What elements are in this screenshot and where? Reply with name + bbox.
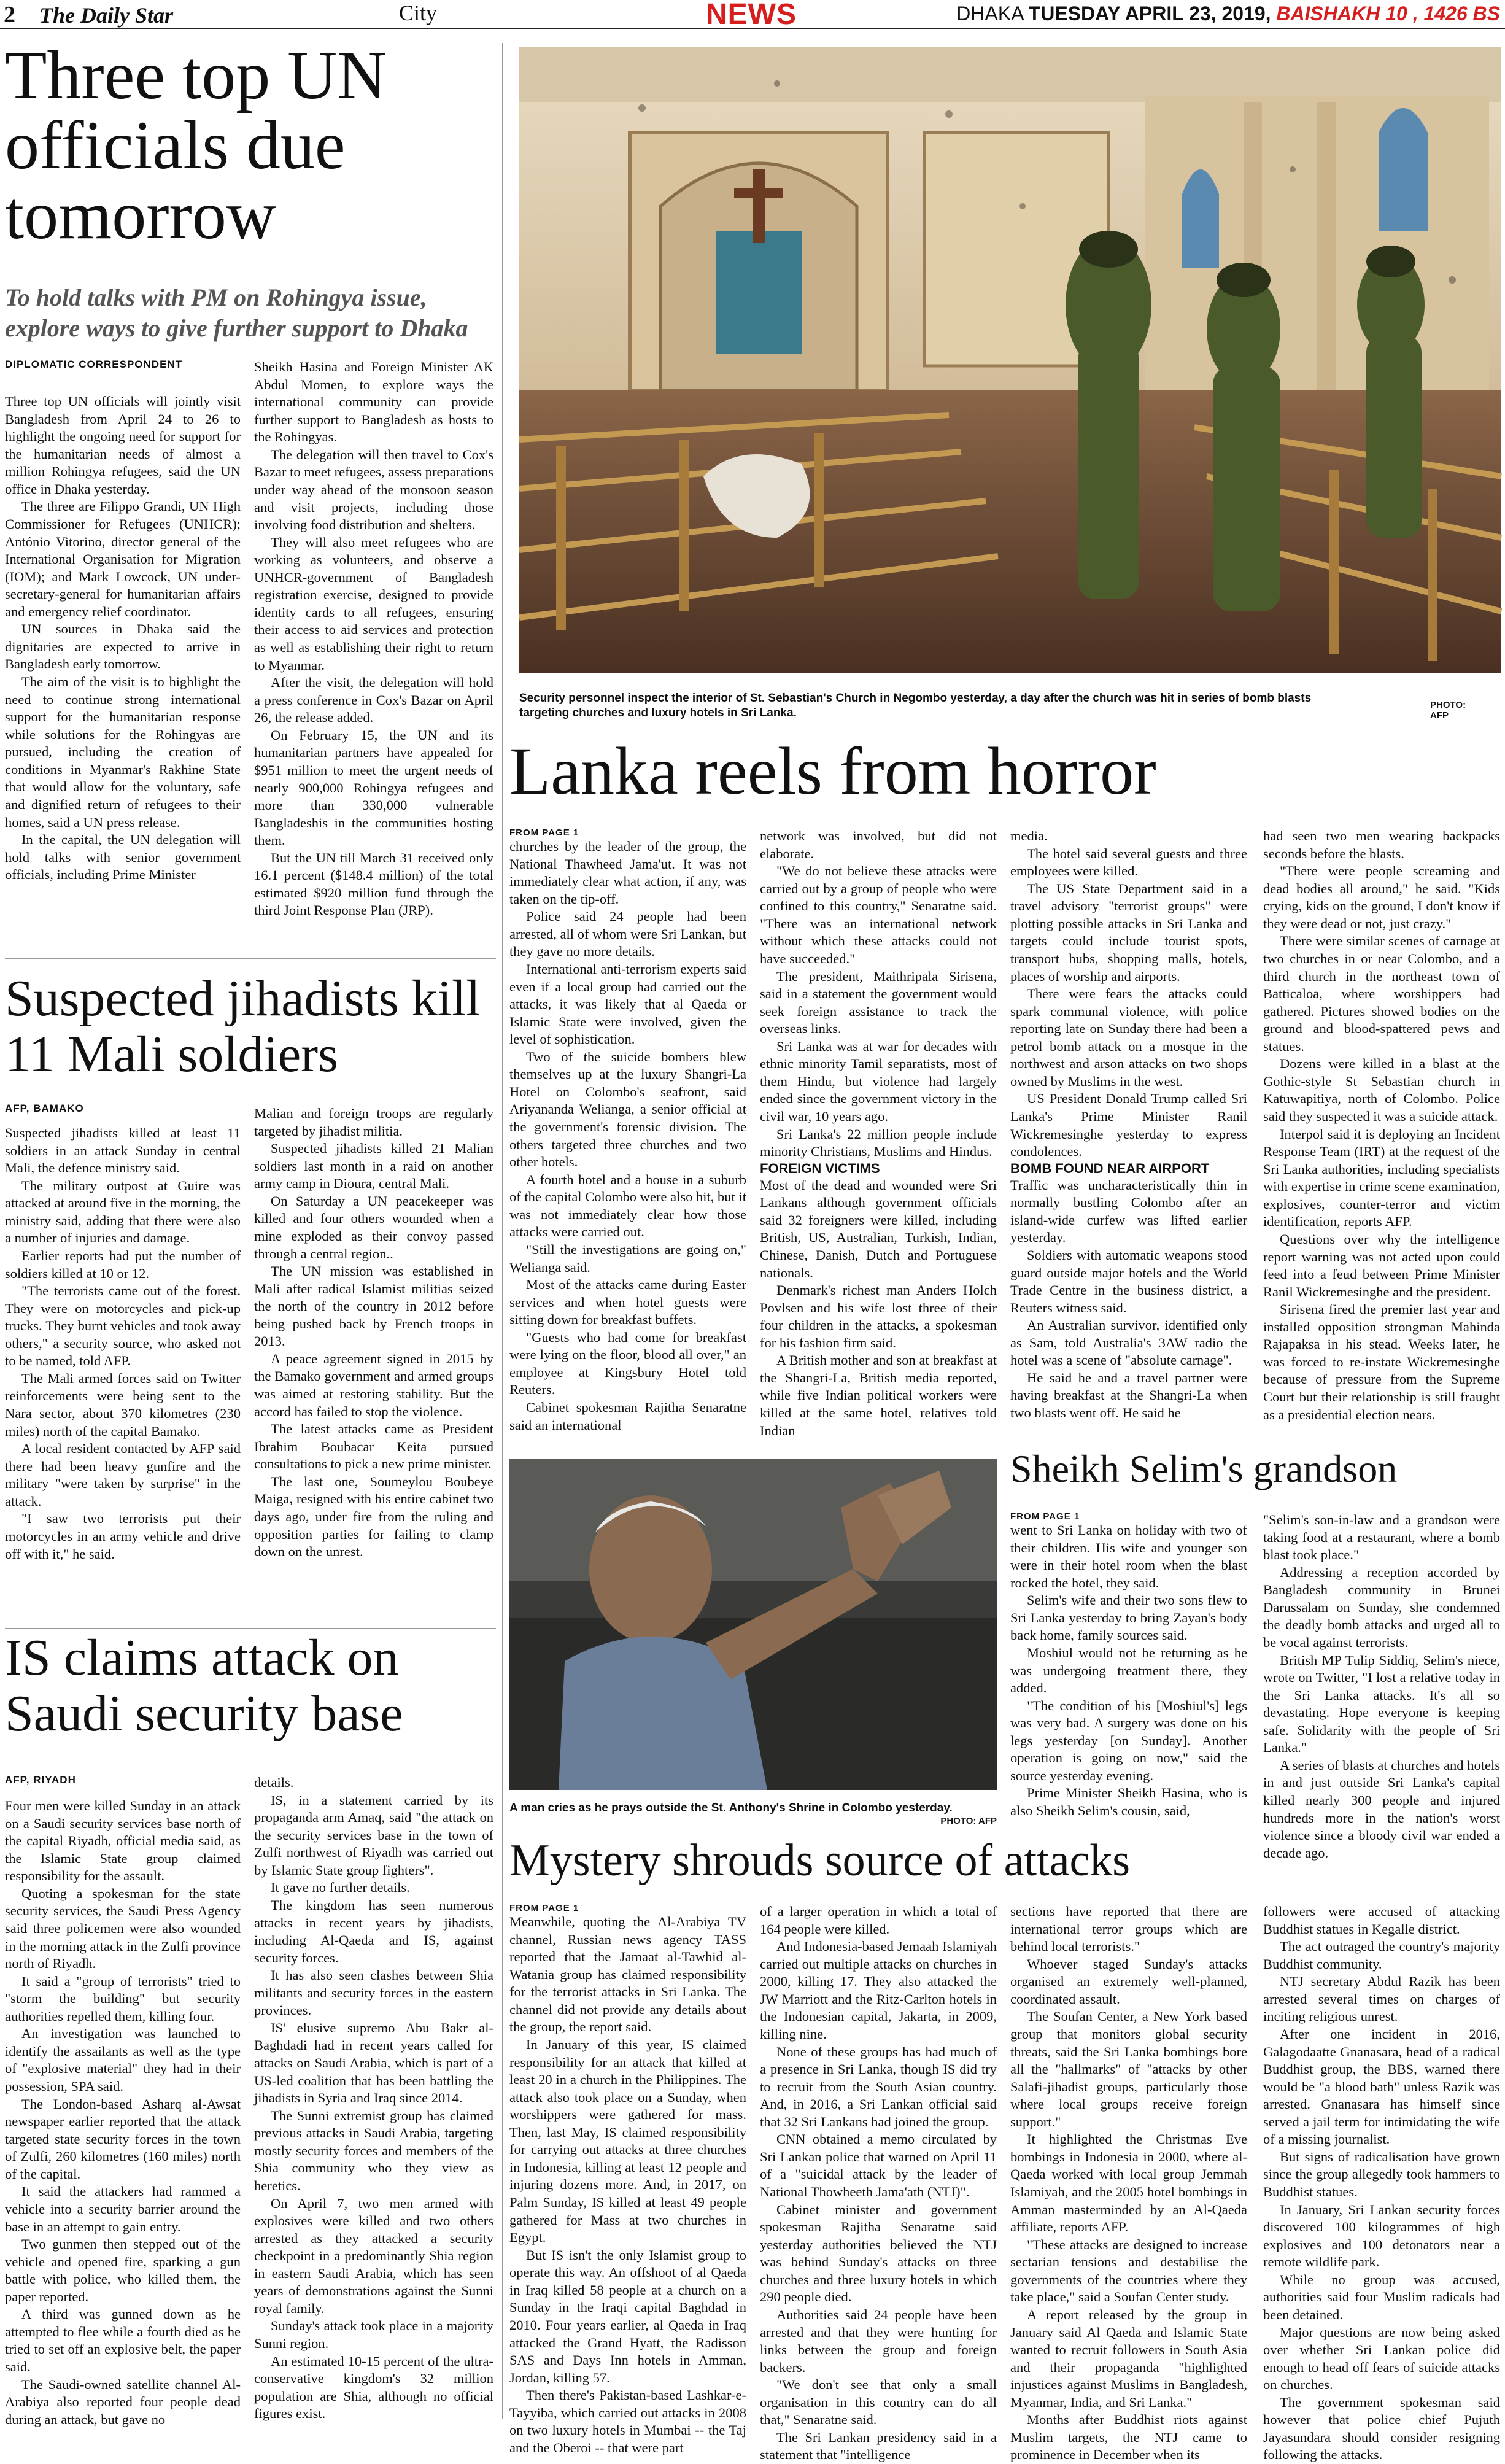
un-headline: Three top UN officials due tomorrow bbox=[5, 37, 387, 254]
selim-from-page: FROM PAGE 1 bbox=[1010, 1511, 1080, 1522]
paragraph: The Soufan Center, a New York based group that monitors global security threats, said the Sri Lanka bombings bore all the "hallmarks" of "attacks by other Salafi-jihadist groups, particularly those where local groups receive foreign support." bbox=[1010, 2009, 1247, 2129]
paragraph: IS' elusive supremo Abu Bakr al-Baghdadi had in recent years called for attacks on Saudi Arabia, which is part of a US-led coalition that has been battling the jihadists in Syria and Iraq since 2014. bbox=[254, 2020, 493, 2106]
un-byline: DIPLOMATIC CORRESPONDENT bbox=[5, 358, 183, 370]
paragraph: They will also meet refugees who are working as volunteers, and observe a UNHCR-government of Bangladesh registration exercise, designed to provide identity cards to all refugees, ensuring their access to aid services and protection as well as establishing their right to return to Myanmar. bbox=[254, 534, 493, 673]
paragraph: A third was gunned down as he attempted to flee while a fourth died as he tried to set off an explosive belt, the paper said. bbox=[5, 2306, 241, 2374]
paragraph: The three are Filippo Grandi, UN High Commissioner for Refugees (UNHCR); António Vitorino, director general of the International Organisation for Migration (IOM); and Mark Lowcock, UN under-secretary-general for humanitarian affairs and emergency relief coordinator. bbox=[5, 498, 241, 619]
paragraph: Questions over why the intelligence report warning was not acted upon could feed into a feud between Prime Minister Ranil Wickremesinghe and the president. bbox=[1263, 1231, 1500, 1300]
paragraph: The kingdom has seen numerous attacks in recent years by jihadists, including Al-Qaeda and IS, against security forces. bbox=[254, 1897, 493, 1966]
paragraph: Sri Lanka's 22 million people include minority Christians, Muslims and Hindus. bbox=[760, 1126, 997, 1160]
paragraph: Authorities said 24 people have been arrested and that they were hunting for links between the group and foreign backers. bbox=[760, 2306, 997, 2375]
lanka-from-page: FROM PAGE 1 bbox=[509, 827, 579, 838]
paragraph: The Sunni extremist group has claimed previous attacks in Saudi Arabia, targeting mostly security forces and members of the Shia community who they view as heretics. bbox=[254, 2107, 493, 2193]
lanka-column-2 bbox=[760, 827, 997, 1441]
un-column-2 bbox=[254, 358, 493, 948]
paragraph: The Saudi-owned satellite channel Al-Arabiya also reported four people dead during an attack, but gave no bbox=[5, 2376, 241, 2427]
paragraph: A peace agreement signed in 2015 by the Bamako government and armed groups was aimed at restoring stability. But the accord has failed to stop the violence. bbox=[254, 1350, 493, 1419]
mali-column-2 bbox=[254, 1105, 493, 1621]
paragraph: While no group was accused, authorities said four Muslim radicals had been detained. bbox=[1263, 2271, 1500, 2322]
paragraph: followers were accused of attacking Buddhist statues in Kegalle district. bbox=[1263, 1904, 1500, 1937]
paragraph: UN sources in Dhaka said the dignitaries are expected to arrive in Bangladesh early tomorrow. bbox=[5, 621, 241, 672]
paragraph: It said the attackers had rammed a vehicle into a security barrier around the base in an attempt to gain entry. bbox=[5, 2183, 241, 2234]
paragraph: On February 15, the UN and its humanitarian partners have appealed for $951 million to meet the urgent needs of nearly 900,000 Rohingya refugees and more than 330,000 vulnerable Bangladeshis in the communities hosting them. bbox=[254, 727, 493, 848]
paragraph: A series of blasts at churches and hotels in and just outside Sri Lanka's capital killed nearly 300 people and injured hundreds more in the nation's worst violence since a bloody civil war ended a decade ago. bbox=[1263, 1757, 1500, 1861]
paragraph: In January of this year, IS claimed responsibility for an attack that killed at least 20 in a church in the Philippines. The attack also took place on a Sunday, when worshippers were gathered for mass. Then, last May, IS claimed responsibility for carrying out attacks at three churches in Indonesia, killing at least 12 people and injuring dozens more. And, in 2017, on Palm Sunday, IS killed at least 49 people gathered for Mass at two churches in Egypt. bbox=[509, 2036, 746, 2245]
paragraph: details. bbox=[254, 1775, 294, 1790]
mali-byline: AFP, BAMAKO bbox=[5, 1102, 84, 1114]
paragraph: On Saturday a UN peacekeeper was killed and four others wounded when a mine exploded as their convoy passed through a central region.. bbox=[254, 1193, 493, 1261]
paragraph: Interpol said it is deploying an Incident Response Team (IRT) at the request of the Sri Lanka authorities, including specialists with expertise in crime scene examination, explosives, counter-terror and victim identification, reports AFP. bbox=[1263, 1126, 1500, 1230]
paragraph: Three top UN officials will jointly visit Bangladesh from April 24 to 26 to highlight the ongoing need for support for the humanitarian needs of almost a million Rohingya refugees, said the UN office in Dhaka yesterday. bbox=[5, 393, 241, 497]
paragraph: There were fears the attacks could spark communal violence, with police reporting late on Sunday there had been a petrol bomb attack on a mosque in the northwest and arson attacks on two shops owned by Muslims in the west. bbox=[1010, 986, 1247, 1089]
mystery-column-3 bbox=[1010, 1903, 1247, 2463]
paragraph: "I saw two terrorists put their motorcycles in an army vehicle and drive off with it," he said. bbox=[5, 1511, 241, 1562]
paragraph: Sheikh Hasina and Foreign Minister AK Abdul Momen, to explore ways the international community can provide further support to Bangladesh as hosts to the Rohingyas. bbox=[254, 359, 493, 445]
paragraph: The UN mission was established in Mali after radical Islamist militias seized the north of the country in 2012 before being pushed back by French troops in 2013. bbox=[254, 1263, 493, 1349]
lanka-col1-text bbox=[509, 838, 746, 1434]
mystery-from-page: FROM PAGE 1 bbox=[509, 1903, 579, 1913]
dateline-date: TUESDAY APRIL 23, 2019, bbox=[1028, 2, 1271, 25]
paragraph: It gave no further details. bbox=[271, 1880, 410, 1896]
paragraph: Four men were killed Sunday in an attack on a Saudi security services base north of the capital Riyadh, official media said, as the Islamic State group claimed responsibility for the assault. bbox=[5, 1798, 241, 1884]
selim-headline: Sheikh Selim's grandson bbox=[1010, 1447, 1398, 1490]
paragraph: A report released by the group in January said Al Qaeda and Islamic State wanted to recruit followers in South Asia and their propaganda "highlighted injustices against Muslims in Bangladesh, Myanmar, India, and Sri Lanka." bbox=[1010, 2306, 1247, 2410]
paragraph: Denmark's richest man Anders Holch Povlsen and his wife lost three of their four children in the attacks, a spokesman for his fashion firm said. bbox=[760, 1282, 997, 1350]
paragraph: Then there's Pakistan-based Lashkar-e-Tayyiba, which carried out attacks in 2008 on two luxury hotels in Mumbai -- the Taj and the Oberoi -- that were part bbox=[509, 2387, 746, 2455]
paragraph: Moshiul would not be returning as he was undergoing treatment there, they added. bbox=[1010, 1645, 1247, 1696]
saudi-column-1 bbox=[5, 1797, 241, 2427]
paragraph: None of these groups has had much of a presence in Sri Lanka, though IS did try to recruit from the South Asian country. And, in 2016, a Sri Lankan official said that 32 Sri Lankans had joined the group. bbox=[760, 2044, 997, 2129]
photo2-credit-name: AFP bbox=[978, 1816, 997, 1826]
paragraph: The hotel said several guests and three employees were killed. bbox=[1010, 845, 1247, 879]
paragraph: The Sri Lankan presidency said in a statement that "intelligence bbox=[760, 2429, 997, 2463]
photo1-credit bbox=[1430, 700, 1498, 721]
paragraph: Earlier reports had put the number of soldiers killed at 10 or 12. bbox=[5, 1247, 241, 1281]
paragraph: NTJ secretary Abdul Razik has been arrested several times on charges of inciting religious unrest. bbox=[1263, 1974, 1500, 2024]
photo2-caption: A man cries as he prays outside the St. Anthony's Shrine in Colombo yesterday. bbox=[509, 1802, 953, 1815]
paragraph: IS, in a statement carried by its propaganda arm Amaq, said "the attack on the security services base in the town of Zulfi northwest of Riyadh was carried out by Islamic State group fighters". bbox=[254, 1792, 493, 1878]
lanka-col3b-text bbox=[1010, 1177, 1247, 1422]
mali-column-1 bbox=[5, 1125, 241, 1622]
paragraph: A local resident contacted by AFP said there had been heavy gunfire and the military "were taken by surprise" in the attack. bbox=[5, 1441, 241, 1509]
divider bbox=[5, 958, 496, 959]
paragraph: International anti-terrorism experts said even if a local group had carried out the attacks, it was likely that al Qaeda or Islamic State were involved, given the level of sophistication. bbox=[509, 961, 746, 1047]
mystery-column-1 bbox=[509, 1903, 746, 2455]
mali-headline: Suspected jihadists kill 11 Mali soldiers bbox=[5, 970, 481, 1083]
paragraph: In the capital, the UN delegation will hold talks with senior government officials, including Prime Minister bbox=[5, 832, 241, 883]
paragraph: "There were people screaming and dead bodies all around," he said. "Kids crying, kids on the ground, I don't know if they were dead or not, just crazy." bbox=[1263, 863, 1500, 931]
paragraph: of a larger operation in which a total of 164 people were killed. bbox=[760, 1904, 997, 1937]
paragraph: The military outpost at Guire was attacked at around five in the morning, the ministry said, adding that there were also a number of injuries and damage. bbox=[5, 1177, 241, 1246]
paragraph: Meanwhile, quoting the Al-Arabiya TV channel, Russian news agency TASS reported that the Jamaat al-Tawhid al-Watania group has claimed responsibility for the terrorist attacks in Sri Lanka. The channel did not provide any details about the group, the report said. bbox=[509, 1914, 746, 2035]
paragraph: Whoever staged Sunday's attacks organised an extremely well-planned, coordinated assault. bbox=[1010, 1956, 1247, 2007]
lanka-subhead-foreign-victims: FOREIGN VICTIMS bbox=[760, 1160, 880, 1176]
paragraph: "The condition of his [Moshiul's] legs was very bad. A surgery was done on his legs yesterday [on Sunday]. Another operation is going on now," said the source yesterday evening. bbox=[1010, 1697, 1247, 1783]
paragraph: churches by the leader of the group, the National Thawheed Jama'ut. It was not immediately clear what action, if any, was taken on the tip-off. bbox=[509, 839, 746, 907]
paragraph: Major questions are now being asked over whether Sri Lankan police did enough to head off fears of suicide attacks on churches. bbox=[1263, 2324, 1500, 2393]
paragraph: Two gunmen then stepped out of the vehicle and opened fire, sparking a gun battle with police, who killed them, the paper reported. bbox=[5, 2236, 241, 2304]
paragraph: The government spokesman said however that police chief Pujuth Jayasundara should consider resigning following the attacks. bbox=[1263, 2394, 1500, 2463]
paragraph: "Selim's son-in-law and a grandson were taking food at a restaurant, where a bomb blast took place." bbox=[1263, 1512, 1500, 1563]
un-column-1 bbox=[5, 393, 241, 945]
lanka-headline: Lanka reels from horror bbox=[509, 734, 1156, 808]
paragraph: network was involved, but did not elaborate. bbox=[760, 828, 997, 861]
paragraph: It has also seen clashes between Shia militants and security forces in the eastern provinces. bbox=[254, 1967, 493, 2018]
paragraph: After the visit, the delegation will hold a press conference in Cox's Bazar on April 26, the release added. bbox=[254, 675, 493, 726]
paragraph: Police said 24 people had been arrested, all of whom were Sri Lankan, but they gave no more details. bbox=[509, 909, 746, 959]
paragraph: Cabinet spokesman Rajitha Senaratne said an international bbox=[509, 1400, 746, 1433]
dateline-bangla: BAISHAKH 10 , 1426 BS bbox=[1276, 2, 1500, 25]
paragraph: It highlighted the Christmas Eve bombings in Indonesia in 2000, where al-Qaeda worked with local group Jemmah Islamiyah, and the 2005 hotel bombings in Amman masterminded by an Al-Qaeda affiliate, reports AFP. bbox=[1010, 2131, 1247, 2235]
page-number: 2 bbox=[4, 2, 15, 28]
paragraph: An investigation was launched to identify the assailants as well as the type of "explosive material" they had in their possession, SPA said. bbox=[5, 2026, 241, 2094]
paragraph: Sirisena fired the premier last year and installed opposition strongman Mahinda Rajapaksa in his stead. Weeks later, he was forced to re-instate Wickremesinghe because of pressure from the Supreme Court but their relationship is still fraught as a presidential election nears. bbox=[1263, 1301, 1500, 1422]
paragraph: An Australian survivor, identified only as Sam, told Australia's 3AW radio the hotel was a scene of "absolute carnage". bbox=[1010, 1317, 1247, 1368]
paragraph: Suspected jihadists killed at least 11 soldiers in an attack Sunday in central Mali, the defence ministry said. bbox=[5, 1125, 241, 1176]
dateline-place: DHAKA bbox=[956, 2, 1023, 25]
paragraph: "Guests who had come for breakfast were lying on the floor, blood all over," an employee at Kingsbury Hotel told Reuters. bbox=[509, 1329, 746, 1398]
mystery-headline: Mystery shrouds source of attacks bbox=[509, 1835, 1131, 1886]
lanka-column-3 bbox=[1010, 827, 1247, 1441]
paragraph: The act outraged the country's majority Buddhist community. bbox=[1263, 1939, 1500, 1972]
mystery-col1-text bbox=[509, 1913, 746, 2457]
photo1-caption: Security personnel inspect the interior of St. Sebastian's Church in Negombo yesterday, a day after the church was hit in series of bomb blasts targeting churches and luxury hotels in Sri Lanka. bbox=[519, 692, 1312, 719]
paragraph: But signs of radicalisation have grown since the group allegedly took hammers to Buddhist statues. bbox=[1263, 2148, 1500, 2199]
paragraph: The London-based Asharq al-Awsat newspaper earlier reported that the attack targeted state security forces in the town of Zulfi, 260 kilometres (160 miles) north of the capital. bbox=[5, 2096, 241, 2182]
photo2-credit-label: PHOTO: bbox=[940, 1816, 977, 1826]
paragraph: On April 7, two men armed with explosives were killed and two others arrested as they attacked a security checkpoint in a predominantly Shia region in eastern Saudi Arabia, which has seen years of demonstrations against the Sunni royal family. bbox=[254, 2195, 493, 2316]
mystery-column-2 bbox=[760, 1903, 997, 2463]
page-header bbox=[0, 0, 1505, 29]
paragraph: Suspected jihadists killed 21 Malian soldiers last month in a raid on another army camp in Dioura, central Mali. bbox=[254, 1141, 493, 1191]
photo1-credit-label: PHOTO: bbox=[1430, 700, 1466, 710]
news-label: NEWS bbox=[706, 0, 797, 31]
paragraph: US President Donald Trump called Sri Lanka's Prime Minister Ranil Wickremesinghe yesterday to express condolences. bbox=[1010, 1091, 1247, 1160]
paragraph: Prime Minister Sheikh Hasina, who is also Sheikh Selim's cousin, said, bbox=[1010, 1785, 1247, 1818]
photo2-credit bbox=[859, 1816, 997, 1826]
paragraph: CNN obtained a memo circulated by Sri Lankan police that warned on April 11 of a "suicidal attack by the leader of National Thowheeth Jama'ath (NTJ)". bbox=[760, 2131, 997, 2199]
selim-column-1 bbox=[1010, 1511, 1247, 1831]
paragraph: And Indonesia-based Jemaah Islamiyah carried out multiple attacks on churches in 2000, killing 17. They also attacked the JW Marriott and the Ritz-Carlton hotels in the Indonesian capital, Jakarta, in 2009, killing nine. bbox=[760, 1939, 997, 2042]
church-interior-photo bbox=[519, 47, 1501, 673]
column-divider bbox=[502, 43, 503, 2419]
paragraph: There were similar scenes of carnage at two churches in or near Colombo, and a third church in the northeast town of Batticaloa, where worshippers had gathered. Pictures showed bodies on the ground and blood-spattered pews and statues. bbox=[1263, 933, 1500, 1054]
selim-column-2 bbox=[1263, 1511, 1500, 1861]
lanka-subhead-bomb: BOMB FOUND NEAR AIRPORT bbox=[1010, 1160, 1210, 1176]
saudi-column-2 bbox=[254, 1774, 493, 2422]
paragraph: The US State Department said in a travel advisory "terrorist groups" were plotting possible attacks in Sri Lanka and targets could include tourist spots, transport hubs, shopping malls, hotels, places of worship and airports. bbox=[1010, 880, 1247, 984]
photo1-credit-name: AFP bbox=[1430, 710, 1449, 721]
paragraph: British MP Tulip Siddiq, Selim's niece, wrote on Twitter, "I lost a relative today in the Sri Lanka attacks. It's all so devastating. Hope everyone is keeping safe. Solidarity with the people of Sri Lanka." bbox=[1263, 1652, 1500, 1756]
paragraph: had seen two men wearing backpacks seconds before the blasts. bbox=[1263, 828, 1500, 861]
paragraph: Addressing a reception accorded by Bangladesh community in Brunei Darussalam on Sunday, she condemned the deadly bomb attacks and urged all to be vocal against terrorists. bbox=[1263, 1564, 1500, 1650]
paragraph: Dozens were killed in a blast at the Gothic-style St Sebastian church in Katuwapitiya, north of Colombo. Police said they suspected it was a suicide attack. bbox=[1263, 1056, 1500, 1124]
paragraph: "We don't see that only a small organisation in this country can do all that," Senaratne said. bbox=[760, 2377, 997, 2428]
saudi-headline: IS claims attack on Saudi security base bbox=[5, 1629, 403, 1742]
paragraph: An estimated 10-15 percent of the ultra-conservative kingdom's 32 million population are Shia, although no official figures exist. bbox=[254, 2353, 493, 2422]
paragraph: Two of the suicide bombers blew themselves up at the luxury Shangri-La Hotel on Colombo's seafront, said Ariyananda Welianga, a senior official at the government's forensic division. The others targeted three churches and two other hotels. bbox=[509, 1048, 746, 1170]
paragraph: He said he and a travel partner were having breakfast at the Shangri-La when two blasts went off. He said he bbox=[1010, 1370, 1247, 1420]
paragraph: Most of the attacks came during Easter services and when hotel guests were sitting down for breakfast buffets. bbox=[509, 1277, 746, 1328]
paragraph: "The terrorists came out of the forest. They were on motorcycles and pick-up trucks. They burnt vehicles and took away others," a security source, who asked not to be named, told AFP. bbox=[5, 1283, 241, 1369]
paragraph: In January, Sri Lankan security forces discovered 100 kilogrammes of high explosives and 100 detonators near a remote wildlife park. bbox=[1263, 2201, 1500, 2270]
paragraph: Most of the dead and wounded were Sri Lankans although government officials said 32 foreigners were killed, including British, US, Australian, Turkish, Indian, Chinese, Danish, Dutch and Portuguese nationals. bbox=[760, 1177, 997, 1280]
paragraph: A British mother and son at breakfast at the Shangri-La, British media reported, while five Indian political workers were killed at the same hotel, relatives told Indian bbox=[760, 1352, 997, 1438]
paragraph: "Still the investigations are going on," Welianga said. bbox=[509, 1241, 746, 1275]
paragraph: After one incident in 2016, Galagodaatte Gnanasara, head of a radical Buddhist group, the BBS, warned there would be "a blood bath" unless Razik was arrested. Gnanasara has himself since served a jail term for intimidating the wife of a missing journalist. bbox=[1263, 2026, 1500, 2147]
paragraph: The president, Maithripala Sirisena, said in a statement the government would seek foreign assistance to track the overseas links. bbox=[760, 968, 997, 1037]
paragraph: Selim's wife and their two sons flew to Sri Lanka yesterday to bring Zayan's body back home, family sources said. bbox=[1010, 1592, 1247, 1643]
paragraph: The delegation will then travel to Cox's Bazar to meet refugees, assess preparations under way ahead of the monsoon season and visit projects, including those involving food distribution and shelters. bbox=[254, 446, 493, 533]
lanka-column-1 bbox=[509, 827, 746, 1441]
paragraph: Quoting a spokesman for the state security services, the Saudi Press Agency said three policemen were also wounded in the morning attack in the Zulfi province north of Riyadh. bbox=[5, 1885, 241, 1972]
paragraph: went to Sri Lanka on holiday with two of their children. His wife and younger son were in their hotel room when the blast rocked the hotel, they said. bbox=[1010, 1522, 1247, 1590]
paragraph: The Mali armed forces said on Twitter reinforcements were being sent to the Nara sector, about 370 kilometres (230 miles) north of the capital Bamako. bbox=[5, 1370, 241, 1439]
masthead-logo: The Daily Star bbox=[39, 3, 174, 28]
lanka-col2-text bbox=[760, 827, 997, 1161]
paragraph: "We do not believe these attacks were carried out by a group of people who were confined to this country," Senaratne said. "There was an international network without which these attacks could not have succeeded." bbox=[760, 863, 997, 966]
paragraph: The latest attacks came as President Ibrahim Boubacar Keita pursued consultations to pick a new prime minister. bbox=[254, 1421, 493, 1472]
section-label: City bbox=[399, 1, 438, 25]
paragraph: The aim of the visit is to highlight the need to continue strong international support for the humanitarian response while solutions for the Rohingyas are pursued, including the creation of conditions in Myanmar's Rakhine State that would allow for the voluntary, safe and dignified return of refugees to their homes, said a UN press release. bbox=[5, 674, 241, 830]
paragraph: But IS isn't the only Islamist group to operate this way. An offshoot of al Qaeda in Iraq killed 58 people at a church on a Sunday in the Iraqi capital Baghdad in 2010. Four years earlier, al Qaeda in Iraq attacked the Grand Hyatt, the Radisson SAS and Days Inn hotels in Amman, Jordan, killing 57. bbox=[509, 2247, 746, 2385]
paragraph: Malian and foreign troops are regularly targeted by jihadist militia. bbox=[254, 1106, 493, 1139]
mystery-column-4 bbox=[1263, 1903, 1500, 2463]
paragraph: A fourth hotel and a house in a suburb of the capital Colombo were also hit, but it was not immediately clear how those attacks were carried out. bbox=[509, 1171, 746, 1240]
paragraph: "These attacks are designed to increase sectarian tensions and destabilise the governments of the countries where they take place," said a Soufan Center study. bbox=[1010, 2236, 1247, 2305]
lanka-col2b-text bbox=[760, 1177, 997, 1439]
paragraph: Sri Lanka was at war for decades with ethnic minority Tamil separatists, most of them Hindu, but violence had largely ended since the government victory in the civil war, 10 years ago. bbox=[760, 1038, 997, 1124]
lanka-col3-text bbox=[1010, 827, 1247, 1161]
paragraph: The last one, Soumeylou Boubeye Maiga, resigned with his entire cabinet two days ago, under fire from the ruling and opposition parties for failing to clamp down on the unrest. bbox=[254, 1473, 493, 1560]
praying-man-photo bbox=[509, 1459, 997, 1790]
dateline bbox=[956, 2, 1500, 25]
lanka-column-4 bbox=[1263, 827, 1500, 1435]
paragraph: Cabinet minister and government spokesman Rajitha Senaratne said yesterday authorities believed the NTJ was behind Sunday's attacks on three churches and three luxury hotels in which 290 people died. bbox=[760, 2201, 997, 2305]
paragraph: sections have reported that there are international terror groups which are behind local terrorists." bbox=[1010, 1904, 1247, 1955]
paragraph: media. bbox=[1010, 828, 1048, 843]
paragraph: Months after Buddhist riots against Muslim targets, the NTJ came to prominence in December when its bbox=[1010, 2412, 1247, 2463]
paragraph: Traffic was uncharacteristically thin in normally bustling Colombo after an island-wide curfew was lifted earlier yesterday. bbox=[1010, 1177, 1247, 1246]
paragraph: It said a "group of terrorists" tried to "storm the building" but security authorities repelled them, killing four. bbox=[5, 1973, 241, 2024]
paragraph: Soldiers with automatic weapons stood guard outside major hotels and the World Trade Centre in the business district, a Reuters witness said. bbox=[1010, 1247, 1247, 1315]
un-deck: To hold talks with PM on Rohingya issue, explore ways to give further support to Dhaka bbox=[5, 284, 468, 342]
saudi-byline: AFP, RIYADH bbox=[5, 1774, 76, 1786]
selim-col1-text bbox=[1010, 1522, 1247, 1820]
paragraph: Sunday's attack took place in a majority Sunni region. bbox=[254, 2318, 493, 2351]
paragraph: But the UN till March 31 received only 16.1 percent ($148.4 million) of the total estimated $920 million fund through the third Joint Response Plan (JRP). bbox=[254, 850, 493, 918]
